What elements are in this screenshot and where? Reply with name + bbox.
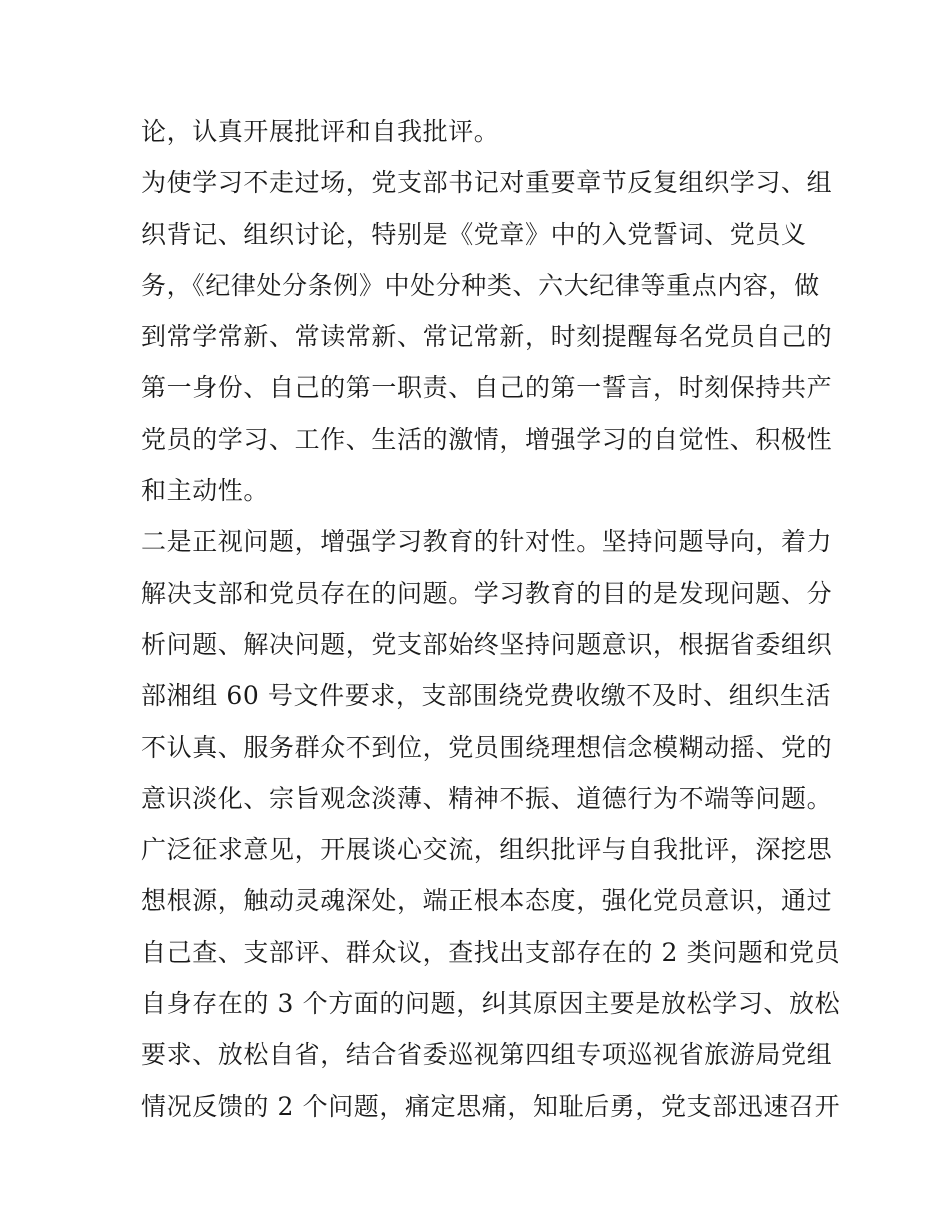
text-line: 论，认真开展批评和自我批评。 <box>141 117 500 146</box>
text-line: 情况反馈的 2 个问题，痛定思痛，知耻后勇，党支部迅速召开 <box>141 1091 841 1121</box>
text-line: 想根源，触动灵魂深处，端正根本态度，强化党员意识，通过 <box>141 886 833 916</box>
text-line: 解决支部和党员存在的问题。学习教育的目的是发现问题、分 <box>141 578 833 608</box>
text-line: 二是正视问题，增强学习教育的针对性。坚持问题导向，着力 <box>141 527 833 557</box>
text-line: 意识淡化、宗旨观念淡薄、精神不振、道德行为不端等问题。 <box>141 783 833 813</box>
body-text <box>141 106 841 1132</box>
text-line: 不认真、服务群众不到位，党员围绕理想信念模糊动摇、党的 <box>141 732 833 762</box>
text-line: 为使学习不走过场，党支部书记对重要章节反复组织学习、组 <box>141 168 833 198</box>
text-line: 务，《纪律处分条例》中处分种类、六大纪律等重点内容，做 <box>141 270 820 300</box>
text-line: 自身存在的 3 个方面的问题，纠其原因主要是放松学习、放松 <box>141 989 841 1019</box>
text-line: 到常学常新、常读常新、常记常新，时刻提醒每名党员自己的 <box>141 322 833 352</box>
text-line: 广泛征求意见，开展谈心交流，组织批评与自我批评，深挖思 <box>141 835 833 865</box>
text-line: 自己查、支部评、群众议，查找出支部存在的 2 类问题和党员 <box>141 937 841 967</box>
text-line: 和主动性。 <box>141 476 270 506</box>
text-line: 析问题、解决问题，党支部始终坚持问题意识，根据省委组织 <box>141 629 833 659</box>
text-line: 部湘组 60 号文件要求，支部围绕党费收缴不及时、组织生活 <box>141 681 832 711</box>
text-line: 党员的学习、工作、生活的激情，增强学习的自觉性、积极性 <box>141 424 833 454</box>
text-line: 第一身份、自己的第一职责、自己的第一誓言，时刻保持共产 <box>141 373 833 403</box>
text-line: 织背记、组织讨论，特别是《党章》中的入党誓词、党员义 <box>141 219 807 249</box>
text-line: 要求、放松自省，结合省委巡视第四组专项巡视省旅游局党组 <box>141 1040 833 1070</box>
